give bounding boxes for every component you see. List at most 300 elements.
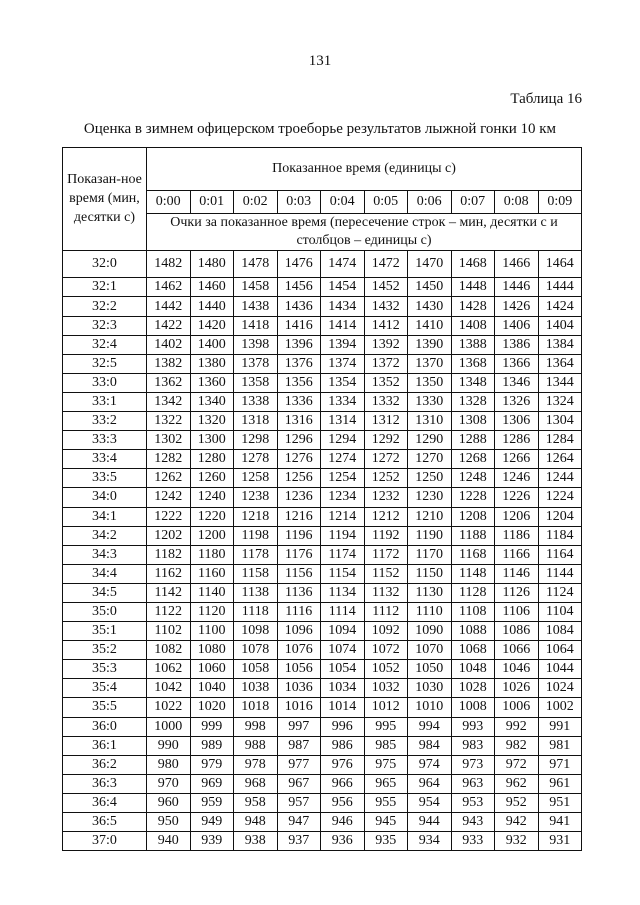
score-cell: 1160: [190, 564, 234, 583]
score-cell: 1110: [408, 602, 452, 621]
time-col-header: 0:04: [321, 191, 365, 214]
score-cell: 1014: [321, 698, 365, 717]
score-cell: 1406: [495, 316, 539, 335]
score-cell: 1338: [234, 392, 278, 411]
score-cell: 1150: [408, 564, 452, 583]
score-cell: 974: [408, 755, 452, 774]
score-cell: 983: [451, 736, 495, 755]
score-cell: 1190: [408, 526, 452, 545]
table-row: [63, 755, 582, 774]
score-cell: 1422: [147, 316, 191, 335]
score-cell: 939: [190, 832, 234, 851]
score-cell: 999: [190, 717, 234, 736]
score-cell: 1130: [408, 583, 452, 602]
score-cell: 1424: [538, 297, 582, 316]
score-cell: 1372: [364, 354, 408, 373]
score-cell: 1096: [277, 622, 321, 641]
score-cell: 1356: [277, 373, 321, 392]
score-cell: 964: [408, 774, 452, 793]
score-cell: 992: [495, 717, 539, 736]
score-cell: 1392: [364, 335, 408, 354]
row-time-label: 34:4: [63, 564, 147, 583]
score-cell: 1426: [495, 297, 539, 316]
score-cell: 1034: [321, 679, 365, 698]
table-row: [63, 774, 582, 793]
score-cell: 1168: [451, 545, 495, 564]
score-cell: 1246: [495, 469, 539, 488]
score-cell: 994: [408, 717, 452, 736]
table-row: [63, 278, 582, 297]
score-cell: 1308: [451, 412, 495, 431]
table-row: [63, 660, 582, 679]
score-cell: 996: [321, 717, 365, 736]
score-cell: 1304: [538, 412, 582, 431]
score-cell: 1378: [234, 354, 278, 373]
row-time-label: 32:0: [63, 251, 147, 278]
score-cell: 1212: [364, 507, 408, 526]
score-cell: 1330: [408, 392, 452, 411]
row-time-label: 32:5: [63, 354, 147, 373]
header-row-time-title: [63, 148, 582, 191]
score-cell: 990: [147, 736, 191, 755]
score-cell: 967: [277, 774, 321, 793]
score-cell: 1440: [190, 297, 234, 316]
score-cell: 1238: [234, 488, 278, 507]
score-cell: 1348: [451, 373, 495, 392]
score-cell: 1480: [190, 251, 234, 278]
score-cell: 943: [451, 813, 495, 832]
score-cell: 1428: [451, 297, 495, 316]
row-time-label: 34:3: [63, 545, 147, 564]
score-cell: 1442: [147, 297, 191, 316]
score-cell: 1062: [147, 660, 191, 679]
time-col-header: 0:09: [538, 191, 582, 214]
score-cell: 1384: [538, 335, 582, 354]
table-row: [63, 832, 582, 851]
score-cell: 1472: [364, 251, 408, 278]
score-cell: 1478: [234, 251, 278, 278]
score-cell: 935: [364, 832, 408, 851]
score-cell: 1098: [234, 622, 278, 641]
score-cell: 960: [147, 793, 191, 812]
score-cell: 1272: [364, 450, 408, 469]
row-time-label: 36:3: [63, 774, 147, 793]
score-cell: 1412: [364, 316, 408, 335]
score-cell: 1300: [190, 431, 234, 450]
score-cell: 1166: [495, 545, 539, 564]
score-cell: 1040: [190, 679, 234, 698]
row-time-label: 32:4: [63, 335, 147, 354]
score-cell: 1286: [495, 431, 539, 450]
table-row: [63, 698, 582, 717]
corner-header: Показан-ное время (мин, десятки с): [63, 148, 147, 251]
score-cell: 1028: [451, 679, 495, 698]
score-cell: 1080: [190, 641, 234, 660]
time-col-header: 0:06: [408, 191, 452, 214]
score-cell: 1468: [451, 251, 495, 278]
score-cell: 1244: [538, 469, 582, 488]
table-row: [63, 431, 582, 450]
score-cell: 1460: [190, 278, 234, 297]
row-time-label: 36:5: [63, 813, 147, 832]
score-cell: 1042: [147, 679, 191, 698]
score-cell: 1260: [190, 469, 234, 488]
row-time-label: 33:2: [63, 412, 147, 431]
score-cell: 1140: [190, 583, 234, 602]
time-header-title: Показанное время (единицы с): [147, 148, 582, 191]
score-cell: 1136: [277, 583, 321, 602]
score-cell: 1058: [234, 660, 278, 679]
score-cell: 1396: [277, 335, 321, 354]
score-cell: 1214: [321, 507, 365, 526]
score-cell: 1074: [321, 641, 365, 660]
score-cell: 1100: [190, 622, 234, 641]
score-cell: 1084: [538, 622, 582, 641]
score-cell: 1002: [538, 698, 582, 717]
score-cell: 1064: [538, 641, 582, 660]
score-cell: 980: [147, 755, 191, 774]
row-time-label: 35:2: [63, 641, 147, 660]
page-number: 131: [308, 53, 332, 69]
score-cell: 959: [190, 793, 234, 812]
score-cell: 1218: [234, 507, 278, 526]
score-cell: 1242: [147, 488, 191, 507]
score-cell: 1196: [277, 526, 321, 545]
score-cell: 1066: [495, 641, 539, 660]
score-cell: 1120: [190, 602, 234, 621]
row-time-label: 36:4: [63, 793, 147, 812]
score-cell: 944: [408, 813, 452, 832]
score-cell: 1380: [190, 354, 234, 373]
score-cell: 1158: [234, 564, 278, 583]
score-cell: 1192: [364, 526, 408, 545]
score-cell: 1368: [451, 354, 495, 373]
score-cell: 1458: [234, 278, 278, 297]
score-cell: 1184: [538, 526, 582, 545]
score-cell: 1072: [364, 641, 408, 660]
score-cell: 934: [408, 832, 452, 851]
score-cell: 1464: [538, 251, 582, 278]
score-cell: 1102: [147, 622, 191, 641]
score-cell: 969: [190, 774, 234, 793]
table-row: [63, 251, 582, 278]
score-cell: 1220: [190, 507, 234, 526]
score-cell: 1076: [277, 641, 321, 660]
table-row: [63, 392, 582, 411]
table-row: [63, 488, 582, 507]
score-cell: 1270: [408, 450, 452, 469]
score-cell: 1332: [364, 392, 408, 411]
score-cell: 1016: [277, 698, 321, 717]
score-cell: 1312: [364, 412, 408, 431]
score-cell: 991: [538, 717, 582, 736]
score-cell: 1350: [408, 373, 452, 392]
score-cell: 1162: [147, 564, 191, 583]
time-col-header: 0:01: [190, 191, 234, 214]
row-time-label: 35:5: [63, 698, 147, 717]
score-cell: 989: [190, 736, 234, 755]
score-cell: 1328: [451, 392, 495, 411]
table-row: [63, 583, 582, 602]
score-cell: 1116: [277, 602, 321, 621]
score-cell: 1420: [190, 316, 234, 335]
score-cell: 1358: [234, 373, 278, 392]
score-cell: 1038: [234, 679, 278, 698]
score-cell: 979: [190, 755, 234, 774]
score-cell: 963: [451, 774, 495, 793]
score-cell: 1200: [190, 526, 234, 545]
score-cell: 1306: [495, 412, 539, 431]
time-col-header: 0:07: [451, 191, 495, 214]
score-cell: 997: [277, 717, 321, 736]
score-cell: 1296: [277, 431, 321, 450]
score-cell: 1314: [321, 412, 365, 431]
table-row: [63, 736, 582, 755]
score-cell: 978: [234, 755, 278, 774]
table-row: [63, 813, 582, 832]
score-cell: 1234: [321, 488, 365, 507]
score-cell: 1324: [538, 392, 582, 411]
score-cell: 1230: [408, 488, 452, 507]
score-cell: 1088: [451, 622, 495, 641]
score-cell: 1448: [451, 278, 495, 297]
score-cell: 1292: [364, 431, 408, 450]
time-col-header: 0:02: [234, 191, 278, 214]
score-cell: 1252: [364, 469, 408, 488]
time-col-header: 0:03: [277, 191, 321, 214]
score-cell: 962: [495, 774, 539, 793]
row-time-label: 35:4: [63, 679, 147, 698]
score-cell: 1298: [234, 431, 278, 450]
score-cell: 1268: [451, 450, 495, 469]
score-cell: 998: [234, 717, 278, 736]
score-cell: 945: [364, 813, 408, 832]
score-cell: 1274: [321, 450, 365, 469]
score-cell: 1262: [147, 469, 191, 488]
table-row: [63, 354, 582, 373]
score-cell: 1236: [277, 488, 321, 507]
score-cell: 971: [538, 755, 582, 774]
score-cell: 1060: [190, 660, 234, 679]
score-cell: 1452: [364, 278, 408, 297]
row-time-label: 36:2: [63, 755, 147, 774]
score-cell: 1020: [190, 698, 234, 717]
score-cell: 1090: [408, 622, 452, 641]
score-cell: 1450: [408, 278, 452, 297]
score-cell: 1414: [321, 316, 365, 335]
score-cell: 1006: [495, 698, 539, 717]
row-time-label: 34:5: [63, 583, 147, 602]
score-cell: 966: [321, 774, 365, 793]
score-cell: 1466: [495, 251, 539, 278]
score-cell: 1182: [147, 545, 191, 564]
score-cell: 1310: [408, 412, 452, 431]
score-cell: 993: [451, 717, 495, 736]
score-cell: 1388: [451, 335, 495, 354]
score-cell: 1178: [234, 545, 278, 564]
table-row: [63, 412, 582, 431]
table-row: [63, 793, 582, 812]
table-row: [63, 545, 582, 564]
row-time-label: 37:0: [63, 832, 147, 851]
row-time-label: 36:1: [63, 736, 147, 755]
table-row: [63, 316, 582, 335]
score-cell: 1118: [234, 602, 278, 621]
score-cell: 1430: [408, 297, 452, 316]
score-cell: 1382: [147, 354, 191, 373]
score-cell: 1134: [321, 583, 365, 602]
score-cell: 950: [147, 813, 191, 832]
score-cell: 1204: [538, 507, 582, 526]
score-cell: 1334: [321, 392, 365, 411]
score-cell: 1146: [495, 564, 539, 583]
row-time-label: 32:3: [63, 316, 147, 335]
table-row: [63, 717, 582, 736]
score-cell: 1462: [147, 278, 191, 297]
table-row: [63, 622, 582, 641]
table-label: Таблица 16: [510, 91, 582, 107]
score-cell: 1156: [277, 564, 321, 583]
score-cell: 1264: [538, 450, 582, 469]
score-cell: 1022: [147, 698, 191, 717]
score-cell: 1186: [495, 526, 539, 545]
score-cell: 1456: [277, 278, 321, 297]
score-cell: 955: [364, 793, 408, 812]
table-row: [63, 469, 582, 488]
score-cell: 1362: [147, 373, 191, 392]
score-cell: 1224: [538, 488, 582, 507]
score-cell: 1346: [495, 373, 539, 392]
score-cell: 1482: [147, 251, 191, 278]
score-cell: 975: [364, 755, 408, 774]
score-cell: 1278: [234, 450, 278, 469]
score-cell: 957: [277, 793, 321, 812]
score-cell: 1266: [495, 450, 539, 469]
score-cell: 1132: [364, 583, 408, 602]
table-row: [63, 526, 582, 545]
score-cell: 1376: [277, 354, 321, 373]
score-cell: 1398: [234, 335, 278, 354]
score-cell: 1390: [408, 335, 452, 354]
score-cell: 1400: [190, 335, 234, 354]
score-cell: 958: [234, 793, 278, 812]
score-cell: 1294: [321, 431, 365, 450]
table-title: Оценка в зимнем офицерском троеборье результатов лыжной гонки 10 км: [83, 121, 557, 137]
score-cell: 1360: [190, 373, 234, 392]
score-cell: 1012: [364, 698, 408, 717]
score-cell: 972: [495, 755, 539, 774]
score-cell: 1302: [147, 431, 191, 450]
score-cell: 1154: [321, 564, 365, 583]
score-cell: 1000: [147, 717, 191, 736]
score-cell: 1316: [277, 412, 321, 431]
score-cell: 970: [147, 774, 191, 793]
score-cell: 1354: [321, 373, 365, 392]
score-cell: 946: [321, 813, 365, 832]
score-cell: 1208: [451, 507, 495, 526]
score-cell: 973: [451, 755, 495, 774]
score-cell: 987: [277, 736, 321, 755]
score-cell: 1164: [538, 545, 582, 564]
score-cell: 1174: [321, 545, 365, 564]
score-cell: 1410: [408, 316, 452, 335]
score-cell: 1070: [408, 641, 452, 660]
score-cell: 953: [451, 793, 495, 812]
score-cell: 949: [190, 813, 234, 832]
score-cell: 1318: [234, 412, 278, 431]
score-cell: 1198: [234, 526, 278, 545]
score-cell: 1284: [538, 431, 582, 450]
score-cell: 931: [538, 832, 582, 851]
score-cell: 1128: [451, 583, 495, 602]
score-cell: 984: [408, 736, 452, 755]
score-cell: 1010: [408, 698, 452, 717]
score-cell: 956: [321, 793, 365, 812]
score-cell: 1112: [364, 602, 408, 621]
score-cell: 1050: [408, 660, 452, 679]
score-cell: 1436: [277, 297, 321, 316]
score-cell: 954: [408, 793, 452, 812]
score-cell: 940: [147, 832, 191, 851]
score-cell: 1228: [451, 488, 495, 507]
score-cell: 1476: [277, 251, 321, 278]
score-cell: 1394: [321, 335, 365, 354]
score-cell: 1144: [538, 564, 582, 583]
score-cell: 951: [538, 793, 582, 812]
score-cell: 1344: [538, 373, 582, 392]
score-cell: 1288: [451, 431, 495, 450]
score-cell: 1056: [277, 660, 321, 679]
score-cell: 1152: [364, 564, 408, 583]
score-cell: 1470: [408, 251, 452, 278]
score-cell: 1326: [495, 392, 539, 411]
score-cell: 936: [321, 832, 365, 851]
score-cell: 1402: [147, 335, 191, 354]
score-cell: 1148: [451, 564, 495, 583]
table-row: [63, 564, 582, 583]
score-cell: 1364: [538, 354, 582, 373]
score-cell: 1036: [277, 679, 321, 698]
score-cell: 1078: [234, 641, 278, 660]
score-cell: 1052: [364, 660, 408, 679]
score-cell: 1434: [321, 297, 365, 316]
score-cell: 961: [538, 774, 582, 793]
score-cell: 981: [538, 736, 582, 755]
table-row: [63, 641, 582, 660]
score-cell: 968: [234, 774, 278, 793]
score-cell: 1106: [495, 602, 539, 621]
score-cell: 1432: [364, 297, 408, 316]
time-col-header: 0:05: [364, 191, 408, 214]
score-cell: 932: [495, 832, 539, 851]
score-cell: 1340: [190, 392, 234, 411]
score-cell: 1126: [495, 583, 539, 602]
score-cell: 1008: [451, 698, 495, 717]
score-cell: 1082: [147, 641, 191, 660]
score-cell: 1416: [277, 316, 321, 335]
score-cell: 1290: [408, 431, 452, 450]
score-cell: 947: [277, 813, 321, 832]
table-row: [63, 373, 582, 392]
row-time-label: 35:1: [63, 622, 147, 641]
score-cell: 1122: [147, 602, 191, 621]
score-cell: 1194: [321, 526, 365, 545]
score-cell: 1086: [495, 622, 539, 641]
score-cell: 1444: [538, 278, 582, 297]
score-cell: 1108: [451, 602, 495, 621]
score-cell: 1386: [495, 335, 539, 354]
time-col-header: 0:00: [147, 191, 191, 214]
